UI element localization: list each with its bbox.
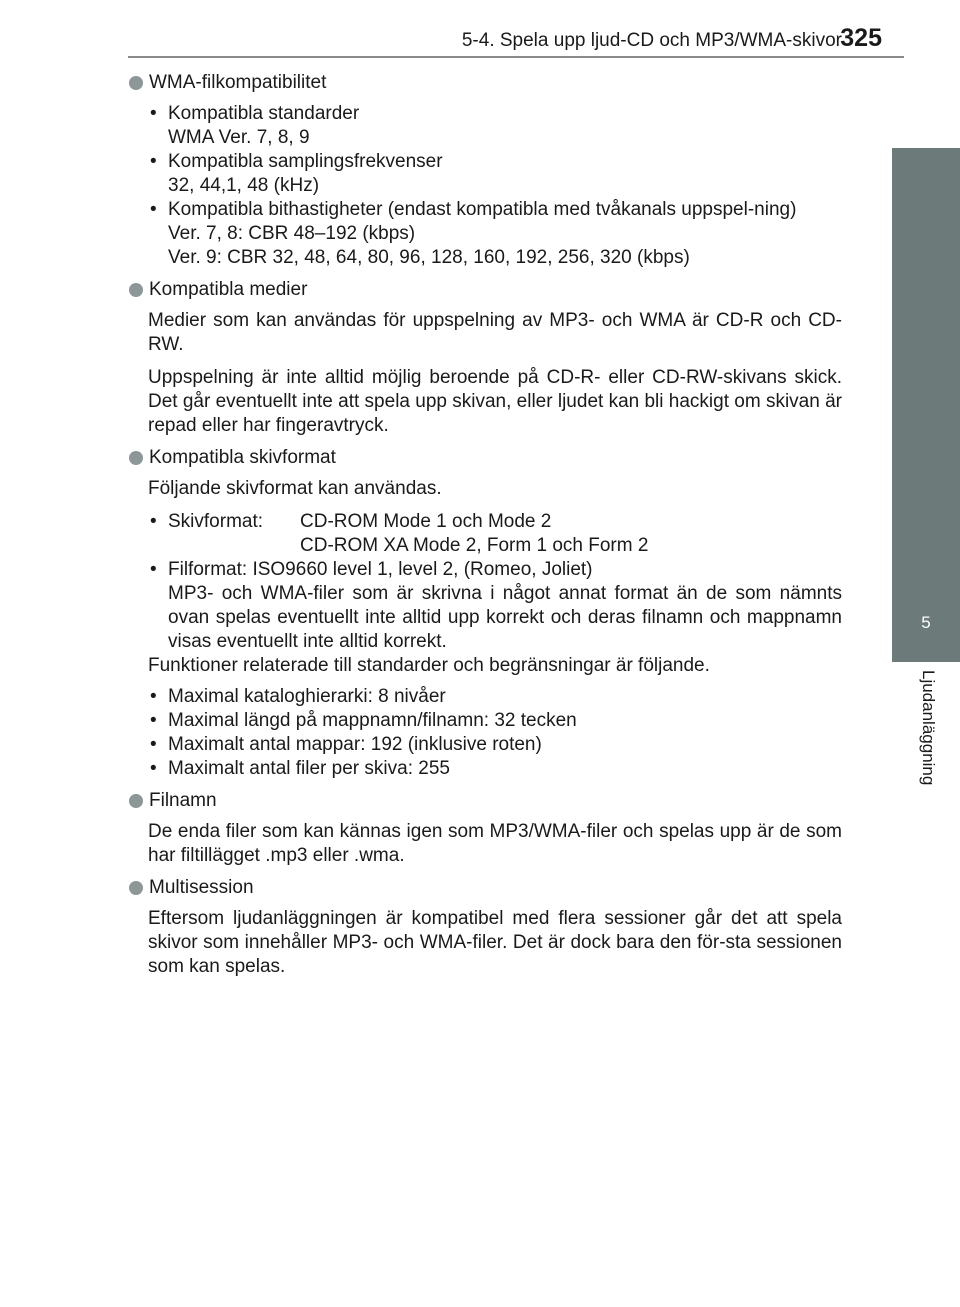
bullet-dot-icon bbox=[129, 451, 143, 465]
format-label: • Skivformat: bbox=[168, 511, 264, 532]
bullet-list bbox=[148, 685, 842, 781]
page-header bbox=[0, 0, 960, 60]
header-divider bbox=[128, 56, 904, 58]
list-item: • Kompatibla samplingsfrekvenser 32, 44,1, 48 (kHz) bbox=[148, 150, 842, 198]
paragraph: Uppspelning är inte alltid möjlig beroende på CD-R- eller CD-RW-skivans skick. Det går eventuellt inte att spela upp skivan, eller ljudet kan bli hackigt om skivan är repad eller har fingeravtryck. bbox=[148, 367, 842, 436]
chapter-tab-number: 5 bbox=[892, 584, 960, 662]
section-compatible-media bbox=[128, 278, 842, 438]
paragraph: Följande skivformat kan användas. bbox=[148, 478, 442, 499]
bullet-list bbox=[148, 102, 842, 270]
paragraph: Funktioner relaterade till standarder och begränsningar är följande. bbox=[148, 655, 710, 676]
list-item: • Skivformat: CD-ROM Mode 1 och Mode 2 CD-ROM XA Mode 2, Form 1 och Form 2 bbox=[148, 510, 842, 558]
chapter-tab-bar bbox=[892, 148, 960, 584]
bullet-dot-icon bbox=[129, 283, 143, 297]
list-item: • Maximalt antal filer per skiva: 255 bbox=[148, 757, 842, 781]
bullet-dot-icon bbox=[129, 794, 143, 808]
list-item: • Filformat: ISO9660 level 1, level 2, (Romeo, Joliet) MP3- och WMA-filer som är skrivna i något annat format än de som nämnts ovan spelas eventuellt inte alltid upp korrekt och deras filnamn och mappnamn visas eventuellt inte alltid korrekt. bbox=[148, 558, 842, 654]
section-heading: Kompatibla medier bbox=[149, 279, 308, 300]
section-multisession bbox=[128, 876, 842, 979]
bullet-dot-icon bbox=[129, 881, 143, 895]
section-heading: Kompatibla skivformat bbox=[149, 447, 336, 468]
list-item: • Maximal längd på mappnamn/filnamn: 32 tecken bbox=[148, 709, 842, 733]
bullet-dot-icon bbox=[129, 76, 143, 90]
page-number: 325 bbox=[840, 24, 882, 52]
paragraph: Medier som kan användas för uppspelning av MP3- och WMA är CD-R och CD-RW. bbox=[148, 310, 842, 355]
bullet-list bbox=[148, 510, 842, 654]
page-content bbox=[128, 71, 842, 987]
list-item: • Maximal kataloghierarki: 8 nivåer bbox=[148, 685, 842, 709]
section-heading: Multisession bbox=[149, 877, 254, 898]
list-item: • Kompatibla bithastigheter (endast kompatibla med tvåkanals uppspel-ning) Ver. 7, 8: CBR 48–192 (kbps) Ver. 9: CBR 32, 48, 64, 80, 96, 128, 160, 192, 256, 320 (kbps) bbox=[148, 198, 842, 270]
paragraph: Eftersom ljudanläggningen är kompatibel med flera sessioner går det att spela skivor som innehåller MP3- och WMA-filer. Det är dock bara den för-sta sessionen som kan spelas. bbox=[148, 908, 842, 977]
list-item: • Kompatibla standarder WMA Ver. 7, 8, 9 bbox=[148, 102, 842, 150]
paragraph: De enda filer som kan kännas igen som MP3/WMA-filer och spelas upp är de som har filtillägget .mp3 eller .wma. bbox=[148, 821, 842, 866]
section-title: 5-4. Spela upp ljud-CD och MP3/WMA-skivor bbox=[461, 30, 842, 51]
chapter-tab-label: Ljudanläggning bbox=[919, 670, 938, 786]
section-heading: Filnamn bbox=[149, 790, 217, 811]
section-disc-formats bbox=[128, 446, 842, 781]
section-wma-compat bbox=[128, 71, 842, 270]
section-filenames bbox=[128, 789, 842, 868]
section-heading: WMA-filkompatibilitet bbox=[149, 72, 327, 93]
list-item: • Maximalt antal mappar: 192 (inklusive roten) bbox=[148, 733, 842, 757]
